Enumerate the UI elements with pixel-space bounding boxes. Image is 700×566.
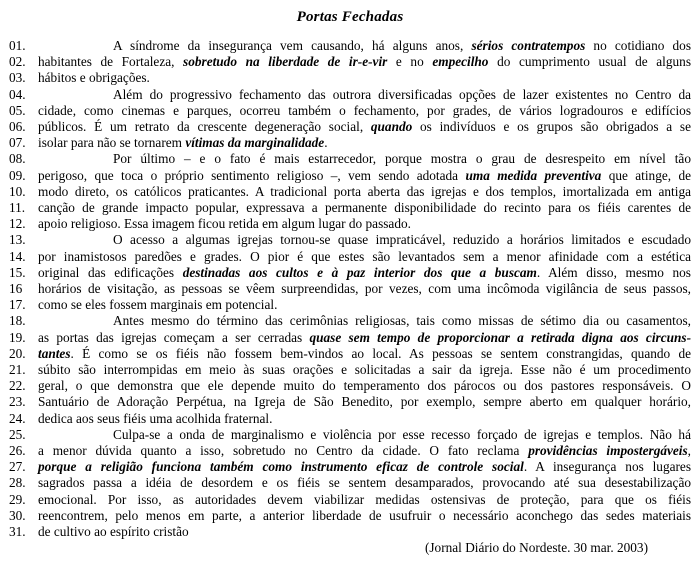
text-line (0, 216, 700, 232)
emphasized-text: tantes (38, 345, 71, 361)
line-number: 11. (9, 200, 26, 216)
plain-text: e no (387, 54, 433, 70)
plain-text: sagrados passa a idéia de desordem e os fiéis se sentem desamparados, provocando até sua desestabilização (38, 475, 691, 491)
line-number: 07. (9, 135, 26, 151)
text-line (0, 313, 700, 329)
line-text (38, 265, 700, 281)
emphasized-text: porque a religião funciona também como instrumento eficaz de controle social (38, 459, 524, 475)
line-number: 14. (9, 248, 26, 264)
plain-text: . A insegurança nos lugares (523, 459, 692, 475)
line-number: 03. (9, 70, 26, 86)
emphasized-text: quando (370, 119, 413, 135)
line-number: 17. (9, 297, 26, 313)
document-title: Portas Fechadas (296, 9, 404, 25)
plain-text: como se eles fossem marginais em potencial. (38, 297, 278, 313)
text-line (0, 492, 700, 508)
line-text (38, 168, 700, 184)
plain-text: . Além disso, mesmo nos (536, 264, 691, 280)
line-text (38, 249, 700, 265)
line-text (38, 362, 700, 378)
line-text (38, 378, 700, 394)
line-number: 16 (9, 281, 23, 297)
plain-text: . É como se os fiéis não fossem bem-vindos ao local. As pessoas se sentem constrangidas, quando de (70, 345, 691, 361)
text-line (0, 87, 700, 103)
plain-text: modo direto, os católicos praticantes. A tradicional porta aberta das igrejas e dos templos, imortalizada em antiga (38, 183, 691, 199)
text-line (0, 362, 700, 378)
text-line (0, 427, 700, 443)
line-text (38, 38, 700, 54)
emphasized-text: uma medida preventiva (465, 167, 602, 183)
line-text (38, 443, 700, 459)
line-number: 01. (9, 38, 26, 53)
plain-text: Por último – e o fato é mais estarrecedor, porque mostra o grau de desrespeito em nível tão (113, 151, 691, 167)
plain-text: do cumprimento usual de alguns (488, 54, 691, 70)
text-line (0, 232, 700, 248)
text-line (0, 119, 700, 135)
line-number: 24. (9, 410, 26, 426)
text-line (0, 168, 700, 184)
line-text (38, 87, 700, 103)
plain-text: reencontrem, pelo menos em parte, a anterior liberdade de usufruir o necessário aconchego das sedes materiais (38, 507, 691, 523)
text-line (0, 200, 700, 216)
text-line (0, 443, 700, 459)
emphasized-text: empecilho (432, 54, 489, 70)
line-text (38, 508, 700, 524)
plain-text: apoio religioso. Essa imagem ficou retida em algum lugar do passado. (38, 216, 411, 232)
text-line (0, 297, 700, 313)
line-number: 04. (9, 86, 26, 102)
line-text (38, 524, 700, 540)
plain-text: Antes mesmo do término das cerimônias religiosas, tais como missas de sétimo dia ou casamentos, (113, 313, 691, 329)
line-text (38, 151, 700, 167)
plain-text: dedica aos seus fiéis uma acolhida fraternal. (38, 410, 273, 426)
plain-text: , (687, 443, 691, 459)
text-line (0, 70, 700, 86)
plain-text: Culpa-se a onda de marginalismo e violência por esse recesso forçado de igrejas e templos. Não há (113, 426, 691, 442)
line-number: 25. (9, 426, 26, 442)
line-number: 31. (9, 524, 26, 540)
line-text (38, 70, 700, 86)
line-text (38, 184, 700, 200)
text-line (0, 281, 700, 297)
plain-text: de cultivo ao espírito cristão (38, 524, 189, 540)
text-line (0, 378, 700, 394)
plain-text: no cotidiano dos (585, 38, 691, 53)
plain-text: por inamistosos paredões e grades. O pior é que estes são levantados sem a menor afinidade com a estética (38, 248, 691, 264)
plain-text: O acesso a algumas igrejas tornou-se quase impraticável, reduzido a horários limitados e escudado (113, 232, 691, 248)
text-line (0, 524, 700, 540)
line-number: 30. (9, 507, 26, 523)
text-line (0, 249, 700, 265)
line-number: 21. (9, 362, 26, 378)
plain-text: hábitos e obrigações. (38, 70, 150, 86)
line-text (38, 54, 700, 70)
plain-text: perigoso, que toca o próprio sentimento religioso –, vem sendo adotada (38, 167, 466, 183)
line-number: 22. (9, 378, 26, 394)
plain-text: emocional. Por isso, as autoridades devem viabilizar medidas ostensivas de proteção, para que os fiéis (38, 491, 691, 507)
line-number: 20. (9, 345, 26, 361)
line-text (38, 103, 700, 119)
emphasized-text: quase sem tempo de proporcionar a retirada digna aos circuns- (309, 329, 692, 345)
text-line (0, 459, 700, 475)
line-text (38, 119, 700, 135)
line-text (38, 492, 700, 508)
line-text (38, 427, 700, 443)
line-number: 06. (9, 119, 26, 135)
line-number: 08. (9, 151, 26, 167)
line-text (38, 346, 700, 362)
plain-text: canção de grande impacto popular, expressava a permanente disponibilidade do recinto para os fiéis carentes de (38, 200, 691, 216)
text-line (0, 265, 700, 281)
line-text (38, 411, 700, 427)
line-text (38, 200, 700, 216)
text-line (0, 411, 700, 427)
emphasized-text: sérios contratempos (471, 38, 586, 53)
emphasized-text: sobretudo na liberdade de ir-e-vir (183, 54, 388, 70)
text-line (0, 475, 700, 491)
emphasized-text: vítimas da marginalidade (185, 135, 325, 151)
line-number: 19. (9, 329, 26, 345)
line-number: 02. (9, 54, 26, 70)
line-number: 05. (9, 102, 26, 118)
plain-text: públicos. É um retrato da crescente degeneração social, (38, 119, 371, 135)
plain-text: a menor dúvida quanto a isso, sobretudo no Centro da cidade. O fato reclama (38, 443, 529, 459)
plain-text: A síndrome da insegurança vem causando, há alguns anos, (113, 38, 472, 53)
line-number: 26. (9, 443, 26, 459)
plain-text: habitantes de Fortaleza, (38, 54, 184, 70)
line-number: 28. (9, 475, 26, 491)
emphasized-text: destinadas aos cultos e à paz interior dos que a buscam (182, 264, 537, 280)
plain-text: súbito são interrompidas em meio às suas orações e solicitadas a sair da igreja. Esse não é um procedimento (38, 362, 691, 378)
text-line (0, 151, 700, 167)
line-text (38, 281, 700, 297)
line-text (38, 216, 700, 232)
line-number: 15. (9, 264, 26, 280)
source-citation: (Jornal Diário do Nordeste. 30 mar. 2003) (424, 540, 648, 555)
line-number: 13. (9, 232, 26, 248)
plain-text: Além do progressivo fechamento das outrora diversificadas opções de lazer existentes no Centro da (113, 86, 691, 102)
line-number: 09. (9, 167, 26, 183)
line-number: 29. (9, 491, 26, 507)
line-text (38, 313, 700, 329)
plain-text: isolar para não se tornarem (38, 135, 186, 151)
line-text (38, 232, 700, 248)
line-text (38, 475, 700, 491)
line-number: 10. (9, 183, 26, 199)
line-number: 18. (9, 313, 26, 329)
line-text (38, 330, 700, 346)
plain-text: . (324, 135, 328, 151)
line-text (38, 394, 700, 410)
plain-text: original das edificações (38, 264, 183, 280)
text-line (0, 330, 700, 346)
plain-text: horários de visitação, as pessoas se vêem surpreendidas, por vezes, com uma incômoda vigilância de seus passos, (38, 281, 691, 297)
plain-text: os indivíduos e os grupos são obrigados a se (412, 119, 691, 135)
plain-text: geral, o que demonstra que ele depende muito do temperamento dos párocos ou dos pastores responsáveis. O (38, 378, 691, 394)
line-text (38, 135, 700, 151)
text-line (0, 394, 700, 410)
text-line (0, 54, 700, 70)
text-line (0, 346, 700, 362)
line-text (38, 459, 700, 475)
line-text (38, 297, 700, 313)
emphasized-text: providências impostergáveis (528, 443, 688, 459)
plain-text: cidade, como cinemas e parques, ocorreu também o fechamento, por grades, de vários logradouros e edifícios (38, 102, 691, 118)
line-number: 12. (9, 216, 26, 232)
text-line (0, 38, 700, 54)
plain-text: que atinge, de (601, 167, 692, 183)
plain-text: Santuário de Adoração Perpétua, na Igreja de São Benedito, por exemplo, sempre aberto em qualquer horário, (38, 394, 691, 410)
text-line (0, 184, 700, 200)
line-number: 27. (9, 459, 26, 475)
plain-text: as portas das igrejas começam a ser cerradas (38, 329, 310, 345)
text-line (0, 508, 700, 524)
document-body (0, 38, 700, 540)
line-number: 23. (9, 394, 26, 410)
text-line (0, 135, 700, 151)
text-line (0, 103, 700, 119)
